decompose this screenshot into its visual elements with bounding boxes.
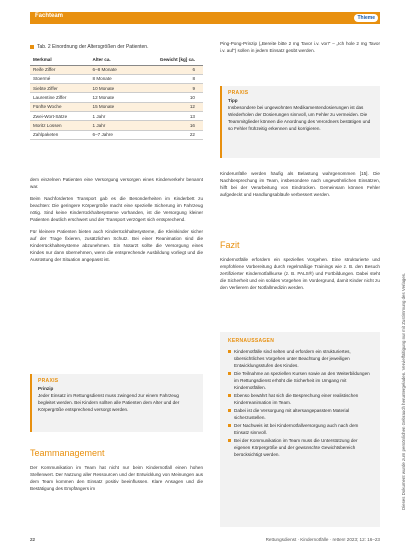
praxis-box-title: PRAXIS	[38, 378, 59, 384]
kernaussagen-title: KERNAUSSAGEN	[228, 338, 275, 344]
list-item: Die Teilnahme an speziellen Kursen sowie an den Weiterbildungen im Rettungsdienst erhöht die Sicherheit im Umgang mit Kindernotfällen.	[228, 370, 372, 391]
table-cell: 12	[134, 102, 203, 111]
paragraph: Kinderunfälle werden häufig als Belastung wahrgenommen [15]. Die Nachbesprechung im Team, insbesondere nach ungewöhnlichen Einsätzen, hilft bei der Verarbeitung von Eindrücken. Gemeinsam können Fehler aufgedeckt und Handlungsabläufe verbessert werden.	[220, 171, 380, 197]
praxis-box-title: PRAXIS	[228, 90, 249, 96]
table-header-cell: Alter ca.	[90, 55, 135, 65]
table-cell: Stoermé	[30, 74, 90, 83]
praxis-box-text: Insbesondere bei ungewohnten Medikamentendosierungen ist das Wiederholen der Dosierungen sinnvoll, um Fehler zu vermeiden. Die Teammitglieder können die Anordnung des Verordners bestätigen und so Fehler frühzeitig erkennen und korrigieren.	[228, 105, 371, 131]
praxis-box-text: Jeder Einsatz im Rettungsdienst muss zwingend zur einem Fahrzeug begleitet werden. Bei Kindern sollten alle Patienten dem Alter und der Körpergröße entsprechend versorgt werden.	[38, 393, 180, 412]
table-cell: Laurentine Ziffer	[30, 93, 90, 102]
table-cell: 9	[134, 84, 203, 93]
table-cell: 1 Jahr	[90, 111, 135, 120]
table-cell: 6–8 Monate	[90, 65, 135, 74]
praxis-box-right	[220, 86, 380, 158]
table-caption-text: Tab. 2 Einordnung der Altersgrößen der Patienten.	[37, 44, 149, 50]
copyright-sidebar	[394, 110, 408, 510]
table-row	[30, 102, 203, 111]
section-header-bar	[30, 12, 380, 24]
table-cell: Zahlpaketen	[30, 130, 90, 139]
table-cell: 12 Monate	[90, 93, 135, 102]
right-column-text	[220, 170, 380, 203]
table-cell: 8	[134, 74, 203, 83]
table-row	[30, 121, 203, 130]
praxis-box-left	[30, 374, 203, 432]
section-heading-teammanagement: Teammanagement	[30, 448, 105, 458]
table-cell: 6	[134, 65, 203, 74]
journal-citation: Rettungsdienst · Kindernotfälle · retten! 2023; 12: 16–23	[265, 537, 380, 542]
paragraph: Beim Nachforderten Transport gab es die Besonderheiten im Kinderbett zu beachten: Die geringere Körpergröße macht eine spezielle Sicherung im Fahrzeug nötig. Sind keine Kinderrückhaltesysteme vorhanden, ist die Versorgung kleiner Patienten deutlich erschwert und der Transport verzögert sich entsprechend.	[30, 196, 203, 222]
praxis-box-subtitle: Tipp	[228, 98, 238, 103]
table-cell: Moritz Lossen	[30, 121, 90, 130]
caption-marker-icon	[30, 45, 34, 49]
table-cell: Fünfte Woche	[30, 102, 90, 111]
praxis-box-subtitle: Prinzip	[38, 386, 54, 391]
table-cell: 22	[134, 130, 203, 139]
paragraph: Ping-Pong-Prinzip („Bereite bitte 2 mg Tavor i.v. vor!“ – „Ich hole 2 mg Tavor i.v. auf“) sollen in jedem Einsatz geübt werden.	[220, 41, 380, 53]
table-header-row	[30, 55, 203, 65]
list-item: Kindernotfälle sind selten und erfordern ein strukturiertes, übersichtliches Vorgehen unter Beachtung der jeweiligen Entwicklungsstufen des Kindes.	[228, 348, 372, 369]
table-cell: Siebte Ziffer	[30, 84, 90, 93]
right-column-intro	[220, 40, 380, 59]
table-row	[30, 130, 203, 139]
paragraph: Kindernotfälle erfordern ein spezielles Vorgehen. Eine strukturierte und empfohlene Vorbereitung durch regelmäßige Trainings wie z. B. den Besuch zertifizierter Kindernotfallkurse (z. B. PALS®) und Fortbildungen. Dabei steht die Sicherheit und ein solides Vorgehen im Vordergrund, damit Kinder nicht zu den Verlierern der Notfallmedizin werden.	[220, 257, 380, 290]
publisher-logo: Thieme	[354, 14, 378, 22]
kernaussagen-box	[220, 332, 380, 527]
list-item: Dabei ist die Versorgung mit altersangepasstem Material sicherzustellen.	[228, 407, 372, 421]
table-row	[30, 111, 203, 120]
copyright-note: Dieses Dokument wurde zum persönlichen Gebrauch heruntergeladen. Vervielfältigung nur mit Zustimmung des Verlages.	[401, 272, 406, 510]
table-header-cell: Merkmal	[30, 55, 90, 65]
table-cell: 1 Jahr	[90, 121, 135, 130]
table-cell: 13	[134, 111, 203, 120]
table-header-cell: Gewicht [kg] ca.	[134, 55, 203, 65]
section-heading-fazit: Fazit	[220, 240, 240, 250]
teammanagement-text	[30, 464, 203, 497]
list-item: Bei der Kommunikation im Team muss die Unterstützung der eigenen Körpergröße und der gewünschte Gewichtsbereich berücksichtigt werden.	[228, 437, 372, 458]
table-caption	[30, 44, 203, 51]
page-number: 22	[30, 537, 36, 542]
table-row	[30, 84, 203, 93]
table-cell: Reife Ziffer	[30, 65, 90, 74]
left-column-text	[30, 176, 203, 268]
paragraph: Der Kommunikation im Team hat nicht nur beim Kindernotfall einen hohen Stellenwert. Der Nutzung aller Ressourcen und der Entwicklung von Meinungen aus dem Team kommen den Einsatz positiv beeinflussen. Klare Ansagen und die Bestätigung des Empfängers im	[30, 465, 203, 491]
age-weight-table-box	[30, 44, 203, 174]
table-cell: 15 Monate	[90, 102, 135, 111]
table-row	[30, 93, 203, 102]
table-cell: 10	[134, 93, 203, 102]
section-label: Fachteam	[35, 13, 64, 19]
table-cell: 10 Monate	[90, 84, 135, 93]
table-cell: Zwei-Wort-Sätze	[30, 111, 90, 120]
list-item: Der Nachweis ist bei Kindernotfallversorgung auch nach dem Einsatz sinnvoll.	[228, 422, 372, 436]
table-cell: 16	[134, 121, 203, 130]
table-cell: 6–7 Jahre	[90, 130, 135, 139]
table-row	[30, 74, 203, 83]
paragraph: Für kleinere Patienten bieten auch Kinderrückhaltesysteme, die Kleinkinder sicher auf der Trage fixieren, zusätzlichen Schutz. Bei einer Reanimation sind die Kinderrückhaltesysteme abzunehmen. Ein Notarzt sollte die Versorgung eines Kindes nur dann übernehmen, wenn die entsprechende Ausbildung vorliegt und die Ausrüstung der Situation angepasst ist.	[30, 229, 203, 262]
table-cell: 8 Monate	[90, 74, 135, 83]
paragraph: dem einzelnen Patienten eine Versorgung versorgen eines Kinderverkehr benannt war.	[30, 177, 203, 189]
list-item: Ebenso bewährt hat sich die Besprechung einer realistischen Kinderreanimation im Team.	[228, 392, 372, 406]
fazit-text	[220, 256, 380, 296]
age-weight-table	[30, 55, 203, 140]
table-row	[30, 65, 203, 74]
kernaussagen-list	[228, 348, 372, 458]
